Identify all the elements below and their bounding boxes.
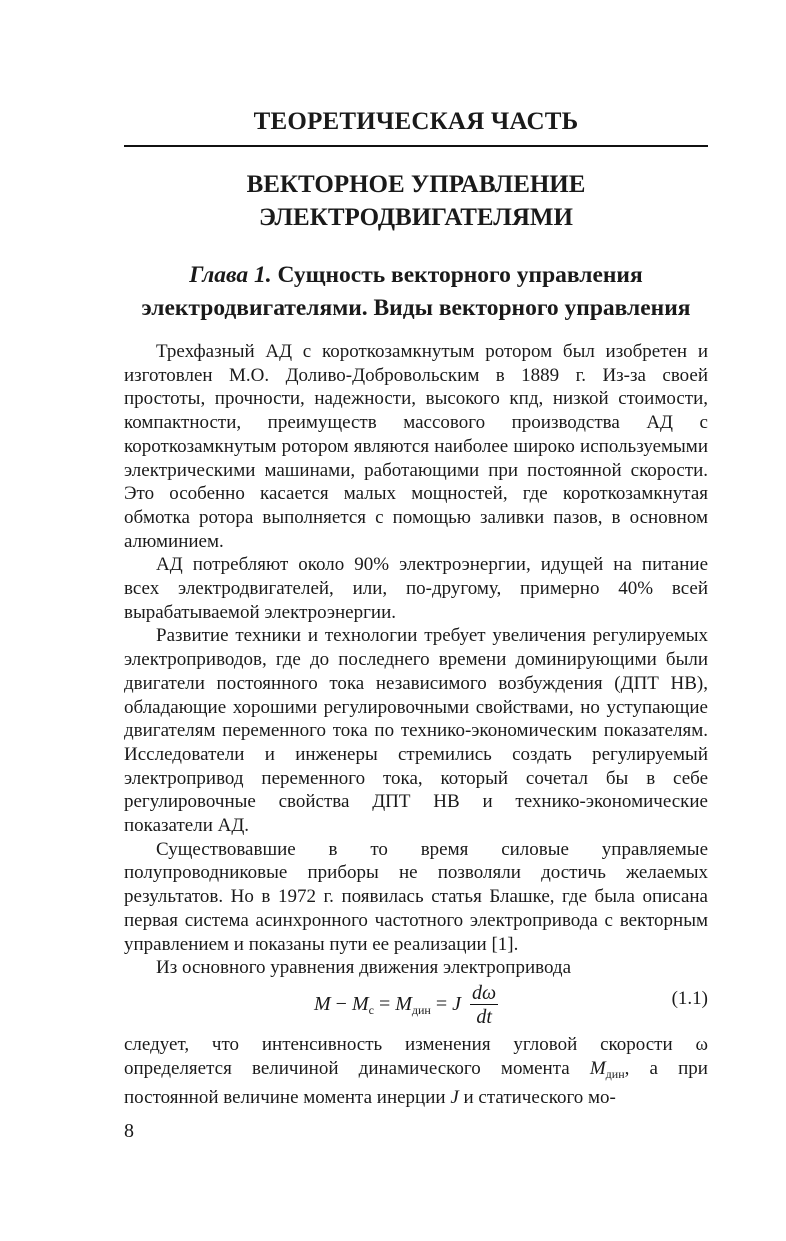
equation-formula: $M - M_с = M_{дин} = J$ $\frac{d\omega}{dt}$ bbox=[314, 982, 497, 1028]
paragraph: Трехфазный АД с короткозамкнутым ротором был изобретен и изготовлен М.О. Доливо-Добровольским в 1889 г. Из-за своей простоты, прочности, надежности, высокого кпд, низкой стоимости, компактности, преимуществ массового производства АД с короткозамкнутым ротором являются наиболее широко используемыми электрическими машинами, работающими при постоянной скорости. Это особенно касается малых мощностей, где короткозамкнутая обмотка ротора выполняется с помощью заливки пазов, в основном алюминием. bbox=[124, 341, 708, 552]
chapter-label: Глава 1. bbox=[189, 262, 272, 288]
paragraph: следует, что интенсивность изменения угловой скорости ω определяется величиной динамического момента $M_{дин}$, а при постоянной величине момента инерции J и статического мо- bbox=[124, 1034, 708, 1109]
fraction-numerator: dω bbox=[472, 982, 497, 1004]
chapter-title bbox=[124, 259, 708, 325]
page-number: 8 bbox=[124, 1120, 134, 1142]
body-text bbox=[124, 340, 708, 980]
paragraph: Существовавшие в то время силовые управляемые полупроводниковые приборы не позволяли достичь желаемых результатов. Но в 1972 г. появилась статья Блашке, где была описана первая система асинхронного частотного электропривода с векторным управлением и показаны пути ее реализации [1]. bbox=[124, 838, 708, 955]
equation-number: (1.1) bbox=[671, 988, 708, 1009]
chapter-title-line-1 bbox=[124, 259, 708, 292]
paragraph: Из основного уравнения движения электропривода bbox=[156, 957, 572, 979]
paragraph: Развитие техники и технологии требует увеличения регулируемых электроприводов, где до последнего времени доминирующими были двигатели постоянного тока независимого возбуждения (ДПТ НВ), обладающие хорошими регулировочными свойствами, но уступающие двигателям переменного тока по технико-экономическим показателям. Исследователи и инженеры стремились создать регулируемый электропривод переменного тока, который сочетал бы в себе регулировочные свойства ДПТ НВ и технико-экономические показатели АД. bbox=[124, 625, 708, 837]
continuation-text bbox=[124, 1033, 708, 1110]
equation-block bbox=[124, 972, 708, 1028]
part-title: ТЕОРЕТИЧЕСКАЯ ЧАСТЬ bbox=[253, 108, 579, 135]
fraction-denominator: dt bbox=[476, 1006, 492, 1028]
book-page bbox=[124, 0, 708, 1241]
paragraph: АД потребляют около 90% электроэнергии, идущей на питание всех электродвигателей, или, по-другому, примерно 40% всей вырабатываемой электроэнергии. bbox=[124, 554, 708, 623]
section-title-line-1: ВЕКТОРНОЕ УПРАВЛЕНИЕ bbox=[246, 171, 586, 198]
section-title-line-2: ЭЛЕКТРОДВИГАТЕЛЯМИ bbox=[259, 204, 573, 231]
equation-fraction bbox=[470, 982, 498, 1029]
chapter-title-line-2: электродвигателями. Виды векторного управления bbox=[141, 295, 691, 321]
section-title bbox=[124, 168, 708, 234]
chapter-title-text-1: Сущность векторного управления bbox=[277, 262, 643, 288]
title-rule bbox=[124, 145, 708, 147]
